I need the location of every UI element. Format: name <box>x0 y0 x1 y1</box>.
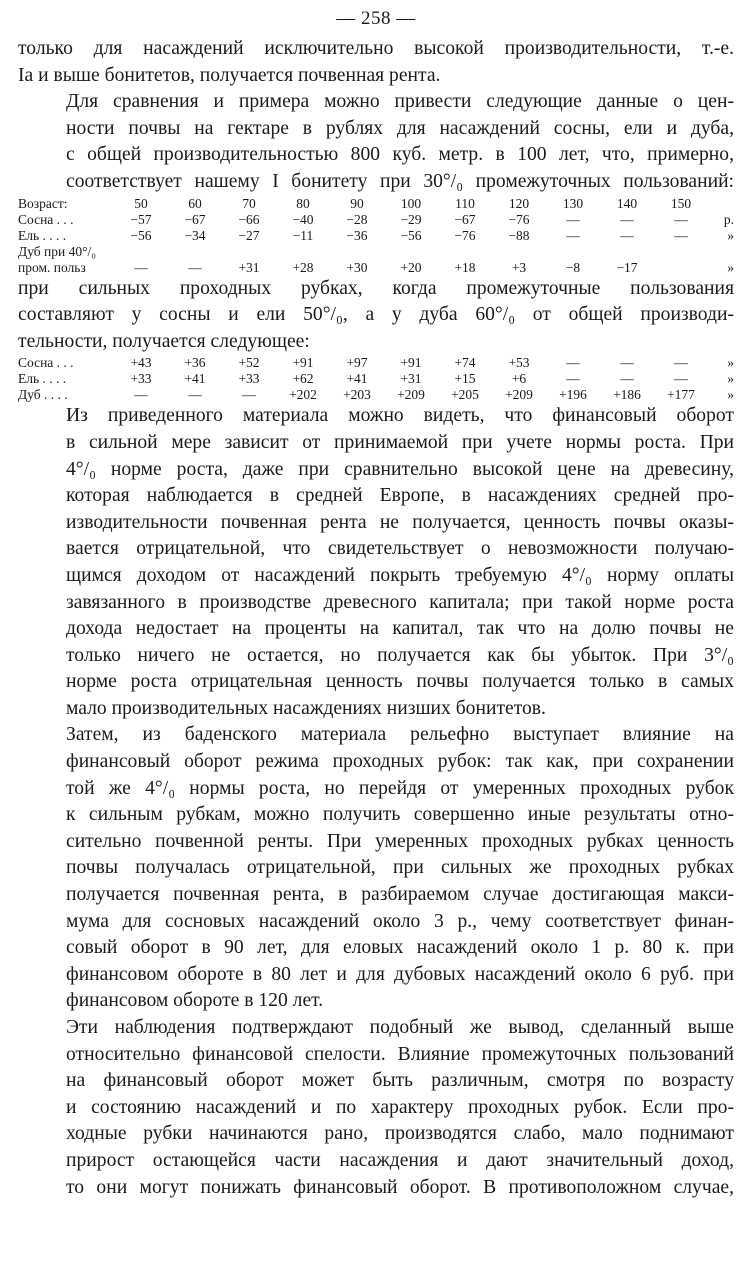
text-line: в сильной мере зависит от принимаемой при учете нормы роста. При <box>66 431 734 453</box>
paragraph-5 <box>18 722 734 1015</box>
text-line: прирост остающейся части насаждения и дают значительный доход, <box>66 1149 734 1171</box>
text-line: только для насаждений исключительно высокой производительности, т.-е. <box>18 38 734 59</box>
value-cell: +31 <box>400 371 422 387</box>
value-cell: −11 <box>292 227 314 243</box>
table-row <box>18 355 734 371</box>
value-cell: +33 <box>238 371 260 387</box>
value-cell: — <box>566 227 580 243</box>
age-cell: 110 <box>455 195 475 211</box>
value-cell: +74 <box>454 355 476 371</box>
value-cell: +91 <box>292 355 314 371</box>
unit-cell: » <box>727 355 734 371</box>
text-line: щимся доходом от насаждений покрыть требуемую 4°/₀ норму оплаты <box>66 564 734 586</box>
unit-cell: » <box>727 259 734 275</box>
value-cell: +52 <box>238 355 260 371</box>
value-cell: +43 <box>130 355 152 371</box>
age-cell: 60 <box>188 195 202 211</box>
value-cell: −56 <box>130 227 152 243</box>
text-line: соответствует нашему I бонитету при 30°/₀ промежуточных пользований: <box>66 170 734 192</box>
value-cell: +209 <box>505 387 533 403</box>
value-cell: — <box>674 211 688 227</box>
table-row <box>18 244 734 260</box>
text-line: только ничего не остается, но получается как бы убыток. При 3°/₀ <box>66 644 734 666</box>
text-line: получается почвенная рента, в разбираемом случае достигающая макси- <box>66 884 734 906</box>
value-cell: +62 <box>292 371 314 387</box>
value-cell: −8 <box>565 259 581 275</box>
text-line: сительно почвенной ренты. При умеренных проходных рубках ценность <box>66 830 734 852</box>
value-cell: — <box>188 387 202 403</box>
age-cell: 70 <box>242 195 256 211</box>
text-line: изводительности почвенная рента не получается, ценность почвы оказы- <box>66 511 734 533</box>
value-cell: — <box>566 355 580 371</box>
value-cell: −76 <box>454 227 476 243</box>
value-cell: +18 <box>454 259 476 275</box>
text-line: финансовый оборот режима проходных рубок: так как, при сохранении <box>66 751 734 773</box>
value-cell: — <box>566 371 580 387</box>
value-cell: +205 <box>451 387 479 403</box>
value-cell: +20 <box>400 259 422 275</box>
text-line: Ia и выше бонитетов, получается почвенная рента. <box>18 64 441 86</box>
text-line: ходные рубки начинаются рано, производятся слабо, мало поднимают <box>66 1123 734 1145</box>
text-line: на финансовый оборот может быть различным, смотря по возрасту <box>66 1070 734 1092</box>
text-line: финансовом обороте в 120 лет. <box>66 990 324 1012</box>
text-line: относительно финансовой спелости. Влияние промежуточных пользований <box>66 1043 734 1065</box>
value-cell <box>654 260 708 276</box>
value-cell: +41 <box>346 371 368 387</box>
value-cell: +31 <box>238 259 260 275</box>
unit-cell: » <box>727 227 734 243</box>
text-line: совый оборот в 90 лет, для еловых насаждений около 1 р. 80 к. при <box>66 937 734 959</box>
value-cell: +41 <box>184 371 206 387</box>
value-cell: — <box>242 387 256 403</box>
row-label: пром. польз <box>18 259 86 275</box>
value-cell: −34 <box>184 227 206 243</box>
row-label: Дуб . . . . <box>18 387 68 403</box>
text-line: завязанного в производстве древесного капитала; при такой норме роста <box>66 591 734 613</box>
age-cell: 130 <box>562 195 584 211</box>
value-cell: +97 <box>346 355 368 371</box>
text-line: с общей производительностью 800 куб. метр. в 100 лет, что, примерно, <box>66 144 734 166</box>
text-line: 4°/₀ норме роста, даже при сравнительно высокой цене на древесину, <box>66 458 734 480</box>
value-cell: — <box>674 355 688 371</box>
value-cell: — <box>188 259 202 275</box>
paragraph-2 <box>18 89 734 195</box>
row-label: Ель . . . . <box>18 227 67 243</box>
age-cell: 80 <box>296 195 310 211</box>
document-page <box>18 6 734 1201</box>
value-cell: — <box>674 227 688 243</box>
table-header-row <box>18 196 734 212</box>
value-cell: −40 <box>292 211 314 227</box>
value-cell: −88 <box>508 227 530 243</box>
paragraph-6 <box>18 1015 734 1201</box>
row-label: Сосна . . . <box>18 355 74 371</box>
table-row <box>18 228 734 244</box>
value-cell: +203 <box>343 387 371 403</box>
value-cell: −56 <box>400 227 422 243</box>
header-label: Возраст: <box>18 195 68 211</box>
value-cell: +3 <box>511 259 527 275</box>
age-cell: 100 <box>400 195 422 211</box>
text-line: Для сравнения и примера можно привести следующие данные о цен- <box>66 91 734 113</box>
text-line: мало производительных насаждениях низших бонитетов. <box>66 697 546 719</box>
text-line: при сильных проходных рубках, когда промежуточные пользования <box>18 277 734 299</box>
value-cell: — <box>674 371 688 387</box>
value-cell: −67 <box>454 211 476 227</box>
value-cell: +53 <box>508 355 530 371</box>
value-cell: — <box>134 259 148 275</box>
table-row <box>18 212 734 228</box>
value-cell: +196 <box>559 387 587 403</box>
value-cell: — <box>620 211 634 227</box>
value-cell: +202 <box>289 387 317 403</box>
text-line: вается отрицательной, что свидетельствует о невозможности получаю- <box>66 538 734 560</box>
value-cell: +177 <box>667 387 695 403</box>
value-cell: −36 <box>346 227 368 243</box>
text-line: дохода недостает на проценты на капитал, так что на долю почвы не <box>66 618 734 640</box>
paragraph-1 <box>18 36 734 89</box>
text-line: составляют у сосны и ели 50°/₀, а у дуба 60°/₀ от общей производи- <box>18 304 734 326</box>
value-cell: +186 <box>613 387 641 403</box>
value-cell: — <box>134 387 148 403</box>
text-line: Из приведенного материала можно видеть, что финансовый оборот <box>66 405 734 427</box>
text-line: тельности, получается следующее: <box>18 330 310 352</box>
value-cell: −67 <box>184 211 206 227</box>
value-cell: −17 <box>616 259 638 275</box>
text-line: Эти наблюдения подтверждают подобный же вывод, сделанный выше <box>66 1017 734 1038</box>
text-line: той же 4°/₀ нормы роста, но перейдя от умеренных проходных рубок <box>66 777 734 799</box>
age-cell: 50 <box>134 195 148 211</box>
value-cell: — <box>620 227 634 243</box>
text-line: то они могут понижать финансовый оборот. В противоположном случае, <box>66 1176 734 1198</box>
value-cell: +36 <box>184 355 206 371</box>
unit-cell: » <box>727 387 734 403</box>
text-line: ности почвы на гектаре в рублях для насаждений сосны, ели и дуба, <box>66 117 734 139</box>
table-row <box>18 371 734 387</box>
paragraph-4 <box>18 403 734 722</box>
value-cell: +28 <box>292 259 314 275</box>
age-cell: 90 <box>350 195 364 211</box>
value-cell: — <box>620 371 634 387</box>
value-cell: −57 <box>130 211 152 227</box>
text-line: и состоянию насаждений и по характеру проходных рубок. Если про- <box>66 1096 734 1118</box>
table-row <box>18 387 734 403</box>
value-cell: +209 <box>397 387 425 403</box>
soil-value-table-moderate <box>18 196 734 276</box>
value-cell: −66 <box>238 211 260 227</box>
text-line: которая наблюдается в средней Европе, в насаждениях средней про- <box>66 485 734 507</box>
page-number: — 258 — <box>336 8 416 29</box>
value-cell: −27 <box>238 227 260 243</box>
value-cell: +6 <box>511 371 527 387</box>
text-line: норме роста отрицательная ценность почвы получается только в самых <box>66 671 734 693</box>
table-row <box>18 260 734 276</box>
text-line: Затем, из баденского материала рельефно выступает влияние на <box>66 724 734 746</box>
age-cell: 150 <box>670 195 692 211</box>
age-cell: 120 <box>508 195 530 211</box>
value-cell: — <box>566 211 580 227</box>
unit-cell: р. <box>723 211 734 227</box>
value-cell: −76 <box>508 211 530 227</box>
value-cell: +33 <box>130 371 152 387</box>
text-line: почвы получалась отрицательной, при сильных же проходных рубках <box>66 857 734 879</box>
unit-cell: » <box>727 371 734 387</box>
value-cell: — <box>620 355 634 371</box>
row-label: Дуб при 40°/₀ <box>18 243 96 259</box>
paragraph-3 <box>18 276 734 356</box>
value-cell: +15 <box>454 371 476 387</box>
row-label: Сосна . . . <box>18 211 74 227</box>
value-cell: −29 <box>400 211 422 227</box>
text-line: к сильным рубкам, можно получить совершенно иные результаты отно- <box>66 804 734 826</box>
text-line: финансовом обороте в 80 лет и для дубовых насаждений около 6 руб. при <box>66 963 734 985</box>
value-cell: −28 <box>346 211 368 227</box>
text-line: мума для сосновых насаждений около 3 р., чему соответствует финан- <box>66 910 734 932</box>
value-cell: +91 <box>400 355 422 371</box>
value-cell: +30 <box>346 259 368 275</box>
age-cell: 140 <box>616 195 638 211</box>
soil-value-table-heavy <box>18 355 734 403</box>
row-label: Ель . . . . <box>18 371 67 387</box>
